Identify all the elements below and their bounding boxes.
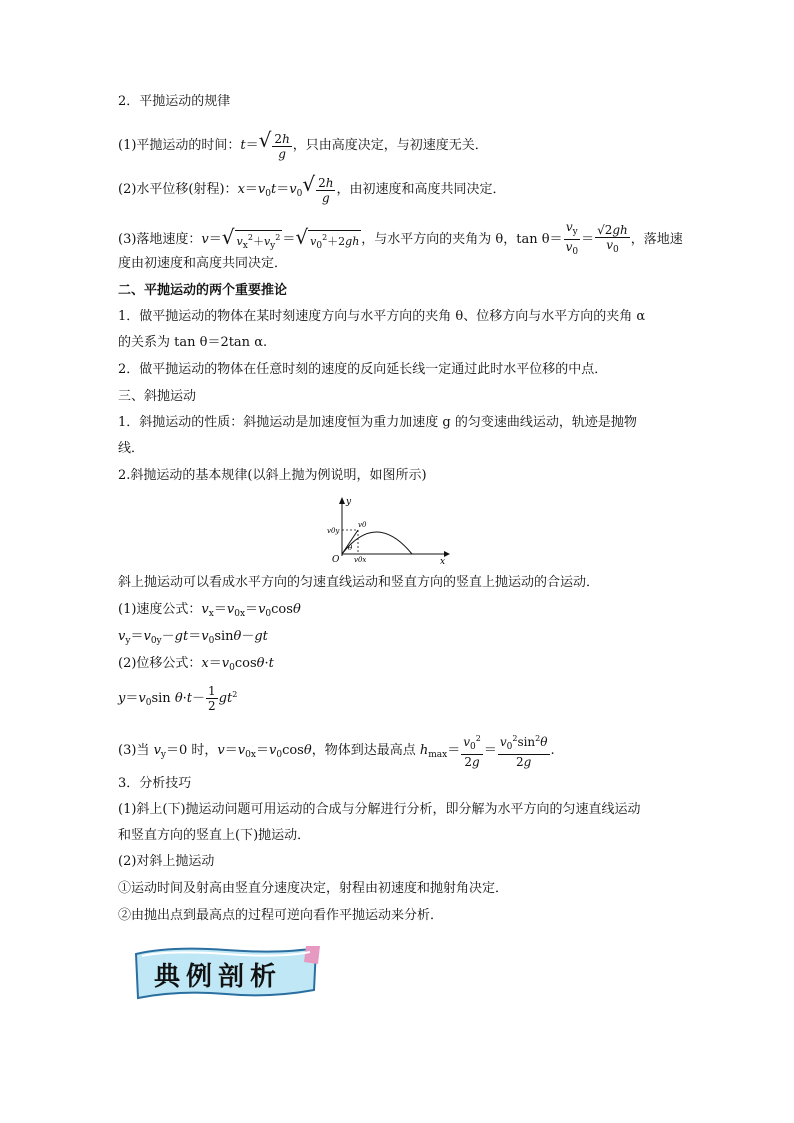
inference-1: 1．做平抛运动的物体在某时刻速度方向与水平方向的夹角 θ、位移方向与水平方向的夹角 α [118, 309, 646, 324]
example-analysis-banner [130, 942, 324, 1004]
section-heading-techniques: 3．分析技巧 [118, 776, 192, 791]
trajectory-curve [342, 532, 412, 554]
oblique-nature: 1．斜抛运动的性质：斜抛运动是加速度恒为重力加速度 g 的匀变速曲线运动，轨迹是抛物 [118, 415, 637, 430]
projectile-figure [324, 494, 454, 566]
origin-label: O [332, 555, 340, 565]
section-heading-inferences: 二、平抛运动的两个重要推论 [118, 283, 288, 298]
banner-text: 典例剖析 [154, 962, 283, 992]
formula-landing-speed: (3)落地速度：v＝ √ $v_x^2+v_y^2$ ＝ √ $v_0^2+2gh$ ，与水平方向的夹角为 θ，tan θ＝ $\frac{v_y}{v_0}$ ＝ $\frac{√2gh}{v_0}$ ，落地速 [118, 220, 683, 257]
velocity-formula-x: (1)速度公式：$v_x=v_{0x}=v_0\cos\theta$ [118, 602, 301, 619]
max-height-formula: (3)当 $v_y=0$ 时，$v=v_{0x}=v_0\cos\theta$，物体到达最高点 $h_{max}=$ $\frac{v_0^2}{2g}$ ＝ $\frac{v_0^2\sin^2\theta}{2g}$ . [118, 734, 555, 769]
section-heading-oblique: 三、斜抛运动 [118, 389, 197, 404]
velocity-formula-y: $v_y=v_{0y}-gt=v_0\sin\theta-gt$ [118, 629, 268, 646]
inference-1-cont: 的关系为 tan θ＝2tan α. [118, 335, 268, 350]
y-label: y [346, 497, 352, 507]
section-heading-rules: 2．平抛运动的规律 [118, 94, 231, 109]
technique-2-point-1: ①运动时间及射高由竖直分速度决定，射程由初速度和抛射角决定． [118, 881, 509, 896]
technique-2-point-2: ②由抛出点到最高点的过程可逆向看作平抛运动来分析． [118, 908, 444, 923]
x-label: x [440, 557, 446, 566]
oblique-nature-cont: 线． [118, 441, 145, 456]
formula-time: (1)平抛运动的时间：t＝ √ $\frac{2h}{g}$ ，只由高度决定，与初速度无关． [118, 128, 488, 161]
formula-range: (2)水平位移(射程)：$x=v_0t=v_0$ √ $\frac{2h}{g}$ ，由初速度和高度共同决定． [118, 172, 506, 205]
technique-1: (1)斜上(下)抛运动问题可用运动的合成与分解进行分析，即分解为水平方向的匀速直线运动 [118, 802, 641, 817]
technique-1-cont: 和竖直方向的竖直上(下)抛运动． [118, 828, 311, 843]
v0-label: v0 [358, 521, 367, 529]
landing-speed-cont: 度由初速度和高度共同决定． [118, 256, 288, 271]
theta-label: θ [348, 544, 353, 552]
oblique-decomposition: 斜上抛运动可以看成水平方向的匀速直线运动和竖直方向的竖直上抛运动的合运动． [118, 575, 600, 590]
banner-tab [304, 946, 320, 964]
displacement-formula-y: $y=v_0\sin$ θ·t－ $\frac{1}{2}$ $gt^2$ [118, 684, 238, 713]
inference-2: 2．做平抛运动的物体在任意时刻的速度的反向延长线一定通过此时水平位移的中点． [118, 362, 608, 377]
technique-2: (2)对斜上抛运动 [118, 854, 215, 869]
y-axis-arrow-icon [339, 497, 345, 504]
v0y-label: v0y [327, 527, 340, 535]
v0x-label: v0x [354, 556, 367, 564]
displacement-formula-x: (2)位移公式：$x=v_0\cos\theta\cdot t$ [118, 656, 274, 673]
oblique-basic-laws: 2.斜抛运动的基本规律(以斜上抛为例说明，如图所示) [118, 468, 427, 483]
